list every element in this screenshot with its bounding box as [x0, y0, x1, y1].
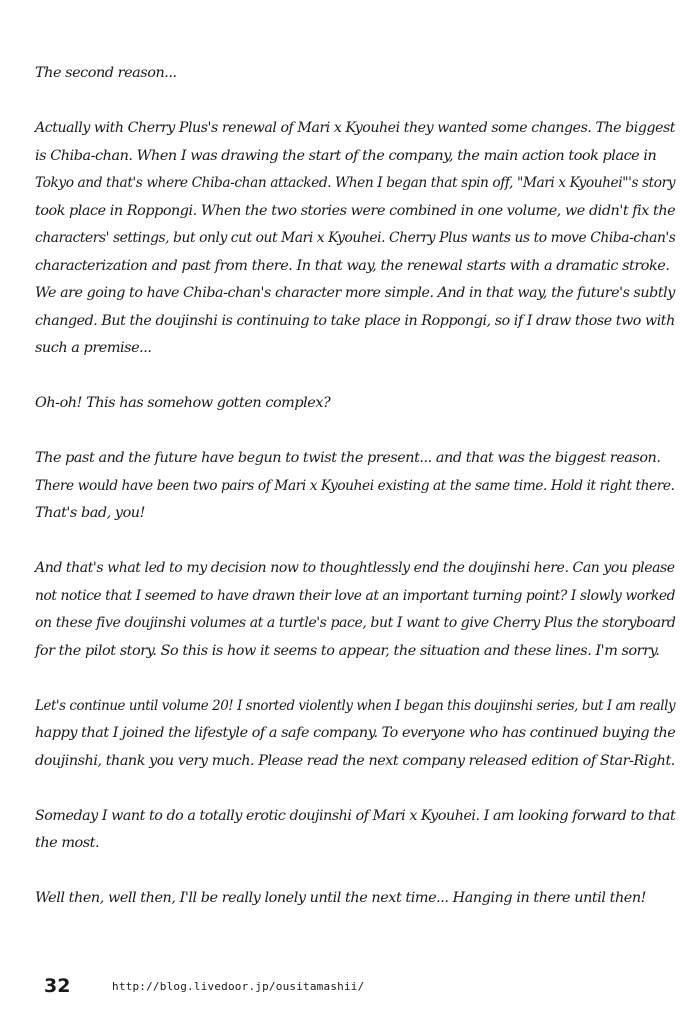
text-line: for the pilot story. So this is how it seems to appear, the situation and these lines. I'm sorry.: [35, 642, 660, 659]
text-line: took place in Roppongi. When the two stories were combined in one volume, we didn't fix the: [35, 202, 676, 219]
paragraph-past-future: [35, 445, 675, 528]
text-line: Tokyo and that's where Chiba-chan attacked. When I began that spin off, "Mari x Kyouhei"'s story: [35, 175, 676, 191]
text-line: the most.: [35, 835, 100, 851]
text-line: The second reason...: [35, 65, 177, 81]
afterword-text: [35, 60, 675, 940]
text-line: not notice that I seemed to have drawn their love at an important turning point? I slowly worked: [35, 587, 676, 604]
paragraph-second-reason: [35, 60, 675, 88]
text-line: There would have been two pairs of Mari x Kyouhei existing at the same time. Hold it right there.: [35, 477, 675, 494]
text-line: Actually with Cherry Plus's renewal of Mari x Kyouhei they wanted some changes. The biggest: [35, 120, 676, 136]
text-line: That's bad, you!: [35, 505, 145, 521]
text-line: Oh-oh! This has somehow gotten complex?: [35, 395, 331, 411]
paragraph-continue: [35, 693, 675, 776]
text-line: such a premise...: [35, 340, 152, 356]
text-line: happy that I joined the lifestyle of a safe company. To everyone who has continued buying the: [35, 725, 676, 741]
text-line: doujinshi, thank you very much. Please read the next company released edition of Star-Right.: [35, 752, 675, 769]
page-number: 32: [44, 975, 71, 997]
text-line: changed. But the doujinshi is continuing to take place in Roppongi, so if I draw those two with: [35, 312, 675, 329]
text-line: We are going to have Chiba-chan's character more simple. And in that way, the future's subtly: [35, 285, 675, 301]
text-line: Someday I want to do a totally erotic doujinshi of Mari x Kyouhei. I am looking forward to that: [35, 807, 676, 824]
paragraph-farewell: [35, 885, 675, 913]
text-line: on these five doujinshi volumes at a turtle's pace, but I want to give Cherry Plus the storyboard: [35, 615, 676, 631]
text-line: is Chiba-chan. When I was drawing the start of the company, the main action took place in: [35, 147, 657, 164]
text-line: And that's what led to my decision now to thoughtlessly end the doujinshi here. Can you please: [35, 560, 675, 576]
text-line: characterization and past from there. In that way, the renewal starts with a dramatic stroke.: [35, 257, 670, 274]
text-line: The past and the future have begun to twist the present... and that was the biggest reason.: [35, 450, 661, 466]
text-line: Well then, well then, I'll be really lonely until the next time... Hanging in there until then!: [35, 890, 647, 906]
paragraph-renewal: [35, 115, 675, 363]
text-line: Let's continue until volume 20! I snorted violently when I began this doujinshi series, but I am really: [35, 697, 676, 714]
text-line: characters' settings, but only cut out Mari x Kyouhei. Cherry Plus wants us to move Chiba-chan's: [35, 230, 676, 246]
paragraph-someday: [35, 803, 675, 858]
paragraph-decision: [35, 555, 675, 665]
page-footer: [44, 975, 664, 1001]
paragraph-complex: [35, 390, 675, 418]
blog-url: http://blog.livedoor.jp/ousitamashii/: [112, 980, 365, 993]
